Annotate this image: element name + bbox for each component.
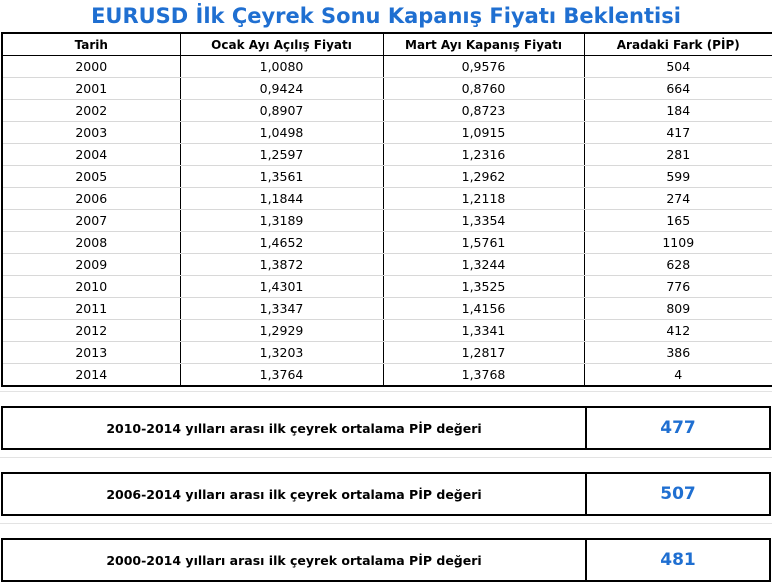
summary-row xyxy=(1,406,771,448)
open-price-cell: 1,3347 xyxy=(180,298,383,320)
year-cell: 2000 xyxy=(2,56,180,78)
summary-value: 481 xyxy=(585,538,771,582)
table-row xyxy=(2,166,772,188)
summary-value: 507 xyxy=(585,472,771,516)
pip-cell: 417 xyxy=(584,122,772,144)
open-price-cell: 1,2597 xyxy=(180,144,383,166)
pip-cell: 386 xyxy=(584,342,772,364)
close-price-cell: 1,3244 xyxy=(383,254,584,276)
close-price-cell: 1,4156 xyxy=(383,298,584,320)
pip-cell: 1109 xyxy=(584,232,772,254)
table-row xyxy=(2,122,772,144)
header-open-price: Ocak Ayı Açılış Fiyatı xyxy=(180,33,383,56)
summary-row xyxy=(1,472,771,514)
close-price-cell: 1,2316 xyxy=(383,144,584,166)
year-cell: 2011 xyxy=(2,298,180,320)
header-year: Tarih xyxy=(2,33,180,56)
pip-cell: 412 xyxy=(584,320,772,342)
table-row xyxy=(2,100,772,122)
close-price-cell: 0,8760 xyxy=(383,78,584,100)
page-title: EURUSD İlk Çeyrek Sonu Kapanış Fiyatı Beklentisi xyxy=(91,4,681,28)
year-cell: 2013 xyxy=(2,342,180,364)
table-row xyxy=(2,364,772,387)
close-price-cell: 1,2118 xyxy=(383,188,584,210)
header-row xyxy=(2,33,772,56)
year-cell: 2007 xyxy=(2,210,180,232)
close-price-cell: 1,2962 xyxy=(383,166,584,188)
close-price-cell: 1,2817 xyxy=(383,342,584,364)
divider xyxy=(0,391,772,392)
summary-label: 2010-2014 yılları arası ilk çeyrek ortalama PİP değeri xyxy=(1,406,585,450)
table-row xyxy=(2,298,772,320)
close-price-cell: 0,9576 xyxy=(383,56,584,78)
open-price-cell: 1,0080 xyxy=(180,56,383,78)
summary-value: 477 xyxy=(585,406,771,450)
pip-cell: 504 xyxy=(584,56,772,78)
close-price-cell: 1,0915 xyxy=(383,122,584,144)
summary-row xyxy=(1,538,771,580)
pip-cell: 281 xyxy=(584,144,772,166)
year-cell: 2002 xyxy=(2,100,180,122)
year-cell: 2008 xyxy=(2,232,180,254)
open-price-cell: 1,2929 xyxy=(180,320,383,342)
open-price-cell: 1,3203 xyxy=(180,342,383,364)
open-price-cell: 1,3189 xyxy=(180,210,383,232)
pip-cell: 599 xyxy=(584,166,772,188)
table-row xyxy=(2,320,772,342)
year-cell: 2014 xyxy=(2,364,180,387)
close-price-cell: 1,3768 xyxy=(383,364,584,387)
pip-cell: 809 xyxy=(584,298,772,320)
pip-cell: 4 xyxy=(584,364,772,387)
divider xyxy=(0,523,772,524)
year-cell: 2003 xyxy=(2,122,180,144)
header-close-price: Mart Ayı Kapanış Fiyatı xyxy=(383,33,584,56)
pip-cell: 274 xyxy=(584,188,772,210)
divider xyxy=(0,457,772,458)
open-price-cell: 1,4301 xyxy=(180,276,383,298)
close-price-cell: 1,5761 xyxy=(383,232,584,254)
year-cell: 2010 xyxy=(2,276,180,298)
pip-cell: 165 xyxy=(584,210,772,232)
table-row xyxy=(2,276,772,298)
year-cell: 2006 xyxy=(2,188,180,210)
open-price-cell: 1,3561 xyxy=(180,166,383,188)
pip-cell: 628 xyxy=(584,254,772,276)
table-row xyxy=(2,254,772,276)
table-row xyxy=(2,144,772,166)
pip-cell: 184 xyxy=(584,100,772,122)
open-price-cell: 0,9424 xyxy=(180,78,383,100)
table-row xyxy=(2,188,772,210)
open-price-cell: 1,3764 xyxy=(180,364,383,387)
open-price-cell: 1,3872 xyxy=(180,254,383,276)
year-cell: 2012 xyxy=(2,320,180,342)
table-row xyxy=(2,342,772,364)
eurusd-table xyxy=(1,32,772,387)
table-row xyxy=(2,210,772,232)
close-price-cell: 1,3525 xyxy=(383,276,584,298)
table-row xyxy=(2,232,772,254)
summary-label: 2006-2014 yılları arası ilk çeyrek ortalama PİP değeri xyxy=(1,472,585,516)
summary-label: 2000-2014 yılları arası ilk çeyrek ortalama PİP değeri xyxy=(1,538,585,582)
year-cell: 2005 xyxy=(2,166,180,188)
open-price-cell: 1,0498 xyxy=(180,122,383,144)
close-price-cell: 1,3341 xyxy=(383,320,584,342)
open-price-cell: 1,4652 xyxy=(180,232,383,254)
table-row xyxy=(2,78,772,100)
close-price-cell: 1,3354 xyxy=(383,210,584,232)
year-cell: 2009 xyxy=(2,254,180,276)
year-cell: 2004 xyxy=(2,144,180,166)
table-row xyxy=(2,56,772,78)
close-price-cell: 0,8723 xyxy=(383,100,584,122)
open-price-cell: 1,1844 xyxy=(180,188,383,210)
header-pip-difference: Aradaki Fark (PİP) xyxy=(584,33,772,56)
pip-cell: 664 xyxy=(584,78,772,100)
open-price-cell: 0,8907 xyxy=(180,100,383,122)
pip-cell: 776 xyxy=(584,276,772,298)
year-cell: 2001 xyxy=(2,78,180,100)
